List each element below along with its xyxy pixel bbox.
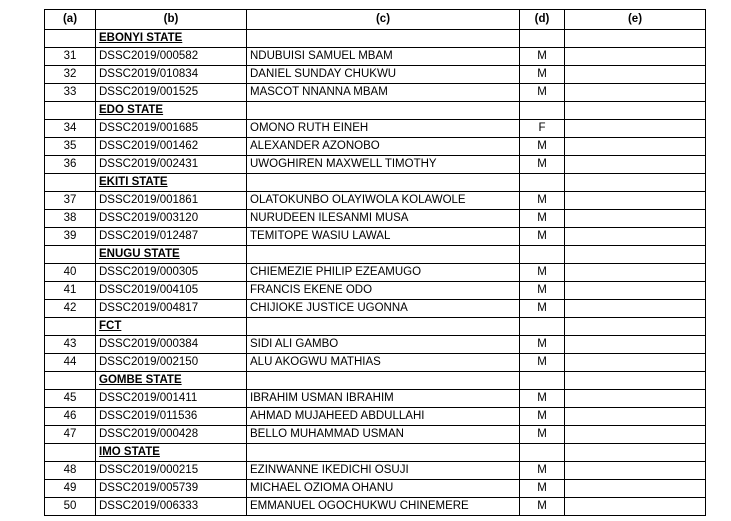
registration-number-cell: DSSC2019/000582 — [96, 48, 247, 66]
state-name-cell — [96, 318, 247, 336]
registration-number-cell: DSSC2019/000305 — [96, 264, 247, 282]
table-row — [45, 282, 706, 300]
registration-number-cell: DSSC2019/002431 — [96, 156, 247, 174]
sex-cell — [520, 30, 565, 48]
name-cell: TEMITOPE WASIU LAWAL — [247, 228, 520, 246]
table-row — [45, 84, 706, 102]
serial-cell — [45, 444, 96, 462]
remarks-cell — [565, 462, 706, 480]
state-name-cell — [96, 444, 247, 462]
serial-cell: 42 — [45, 300, 96, 318]
registration-number-cell: DSSC2019/001525 — [96, 84, 247, 102]
sex-cell: M — [520, 336, 565, 354]
table-row — [45, 66, 706, 84]
table-row — [45, 336, 706, 354]
remarks-cell — [565, 300, 706, 318]
table-row — [45, 48, 706, 66]
name-cell: FRANCIS EKENE ODO — [247, 282, 520, 300]
state-group-row — [45, 444, 706, 462]
serial-cell: 32 — [45, 66, 96, 84]
sex-cell: M — [520, 138, 565, 156]
remarks-cell — [565, 336, 706, 354]
name-cell: SIDI ALI GAMBO — [247, 336, 520, 354]
registration-number-cell: DSSC2019/011536 — [96, 408, 247, 426]
table-body — [45, 30, 706, 516]
table-row — [45, 408, 706, 426]
state-name: IMO STATE — [99, 446, 160, 458]
serial-cell: 40 — [45, 264, 96, 282]
remarks-cell — [565, 138, 706, 156]
serial-cell: 34 — [45, 120, 96, 138]
name-cell: NURUDEEN ILESANMI MUSA — [247, 210, 520, 228]
registration-number-cell: DSSC2019/001685 — [96, 120, 247, 138]
serial-cell — [45, 174, 96, 192]
serial-cell: 39 — [45, 228, 96, 246]
remarks-cell — [565, 282, 706, 300]
sex-cell — [520, 444, 565, 462]
name-cell: NDUBUISI SAMUEL MBAM — [247, 48, 520, 66]
column-header-e: (e) — [565, 10, 706, 30]
serial-cell: 47 — [45, 426, 96, 444]
sex-cell: M — [520, 462, 565, 480]
serial-cell: 43 — [45, 336, 96, 354]
sex-cell: M — [520, 228, 565, 246]
sex-cell: M — [520, 48, 565, 66]
sex-cell: M — [520, 300, 565, 318]
sex-cell: F — [520, 120, 565, 138]
remarks-cell — [565, 102, 706, 120]
column-header-d: (d) — [520, 10, 565, 30]
name-cell — [247, 372, 520, 390]
sex-cell: M — [520, 282, 565, 300]
remarks-cell — [565, 318, 706, 336]
state-name-cell — [96, 246, 247, 264]
sex-cell: M — [520, 66, 565, 84]
serial-cell: 45 — [45, 390, 96, 408]
registration-number-cell: DSSC2019/006333 — [96, 498, 247, 516]
name-cell — [247, 102, 520, 120]
serial-cell: 36 — [45, 156, 96, 174]
name-cell: AHMAD MUJAHEED ABDULLAHI — [247, 408, 520, 426]
remarks-cell — [565, 192, 706, 210]
name-cell — [247, 246, 520, 264]
table-row — [45, 228, 706, 246]
serial-cell: 46 — [45, 408, 96, 426]
serial-cell — [45, 318, 96, 336]
sex-cell: M — [520, 390, 565, 408]
sex-cell: M — [520, 480, 565, 498]
state-name: FCT — [99, 320, 122, 332]
name-cell: CHIJIOKE JUSTICE UGONNA — [247, 300, 520, 318]
remarks-cell — [565, 210, 706, 228]
name-cell: DANIEL SUNDAY CHUKWU — [247, 66, 520, 84]
serial-cell: 31 — [45, 48, 96, 66]
registration-number-cell: DSSC2019/012487 — [96, 228, 247, 246]
sex-cell — [520, 318, 565, 336]
column-header-row — [45, 10, 706, 30]
serial-cell: 37 — [45, 192, 96, 210]
state-name: EDO STATE — [99, 104, 164, 116]
table-row — [45, 264, 706, 282]
sex-cell: M — [520, 264, 565, 282]
name-cell: OMONO RUTH EINEH — [247, 120, 520, 138]
name-cell: EMMANUEL OGOCHUKWU CHINEMERE — [247, 498, 520, 516]
registration-number-cell: DSSC2019/001462 — [96, 138, 247, 156]
registration-number-cell: DSSC2019/003120 — [96, 210, 247, 228]
state-name-cell — [96, 102, 247, 120]
remarks-cell — [565, 228, 706, 246]
state-group-row — [45, 102, 706, 120]
registration-number-cell: DSSC2019/005739 — [96, 480, 247, 498]
name-cell: EZINWANNE IKEDICHI OSUJI — [247, 462, 520, 480]
remarks-cell — [565, 84, 706, 102]
table-row — [45, 120, 706, 138]
serial-cell: 38 — [45, 210, 96, 228]
state-name: EKITI STATE — [99, 176, 168, 188]
registration-number-cell: DSSC2019/010834 — [96, 66, 247, 84]
sex-cell: M — [520, 498, 565, 516]
remarks-cell — [565, 480, 706, 498]
serial-cell — [45, 30, 96, 48]
remarks-cell — [565, 264, 706, 282]
registration-number-cell: DSSC2019/002150 — [96, 354, 247, 372]
table-row — [45, 426, 706, 444]
registration-number-cell: DSSC2019/004105 — [96, 282, 247, 300]
table-row — [45, 210, 706, 228]
serial-cell: 33 — [45, 84, 96, 102]
sex-cell: M — [520, 408, 565, 426]
registration-number-cell: DSSC2019/000428 — [96, 426, 247, 444]
serial-cell: 41 — [45, 282, 96, 300]
candidate-list-table — [44, 9, 706, 516]
sex-cell — [520, 246, 565, 264]
remarks-cell — [565, 30, 706, 48]
table-row — [45, 138, 706, 156]
remarks-cell — [565, 66, 706, 84]
remarks-cell — [565, 246, 706, 264]
remarks-cell — [565, 444, 706, 462]
serial-cell: 49 — [45, 480, 96, 498]
state-name: GOMBE STATE — [99, 374, 182, 386]
name-cell — [247, 30, 520, 48]
registration-number-cell: DSSC2019/001411 — [96, 390, 247, 408]
registration-number-cell: DSSC2019/000215 — [96, 462, 247, 480]
registration-number-cell: DSSC2019/000384 — [96, 336, 247, 354]
column-header-a: (a) — [45, 10, 96, 30]
remarks-cell — [565, 372, 706, 390]
state-name: ENUGU STATE — [99, 248, 180, 260]
sex-cell: M — [520, 426, 565, 444]
registration-number-cell: DSSC2019/004817 — [96, 300, 247, 318]
remarks-cell — [565, 426, 706, 444]
remarks-cell — [565, 174, 706, 192]
name-cell: ALU AKOGWU MATHIAS — [247, 354, 520, 372]
state-name: EBONYI STATE — [99, 32, 183, 44]
name-cell — [247, 174, 520, 192]
state-name-cell — [96, 372, 247, 390]
table-row — [45, 498, 706, 516]
remarks-cell — [565, 498, 706, 516]
name-cell: BELLO MUHAMMAD USMAN — [247, 426, 520, 444]
table-row — [45, 462, 706, 480]
remarks-cell — [565, 156, 706, 174]
remarks-cell — [565, 408, 706, 426]
table-row — [45, 480, 706, 498]
sex-cell: M — [520, 192, 565, 210]
name-cell: UWOGHIREN MAXWELL TIMOTHY — [247, 156, 520, 174]
serial-cell — [45, 102, 96, 120]
serial-cell — [45, 246, 96, 264]
sex-cell: M — [520, 354, 565, 372]
name-cell: MASCOT NNANNA MBAM — [247, 84, 520, 102]
name-cell: ALEXANDER AZONOBO — [247, 138, 520, 156]
table-row — [45, 300, 706, 318]
remarks-cell — [565, 48, 706, 66]
state-name-cell — [96, 30, 247, 48]
table-row — [45, 390, 706, 408]
table-row — [45, 354, 706, 372]
sex-cell — [520, 174, 565, 192]
state-group-row — [45, 30, 706, 48]
sex-cell — [520, 372, 565, 390]
serial-cell: 48 — [45, 462, 96, 480]
sex-cell: M — [520, 156, 565, 174]
registration-number-cell: DSSC2019/001861 — [96, 192, 247, 210]
sex-cell — [520, 102, 565, 120]
name-cell — [247, 444, 520, 462]
sex-cell: M — [520, 210, 565, 228]
name-cell: OLATOKUNBO OLAYIWOLA KOLAWOLE — [247, 192, 520, 210]
serial-cell: 44 — [45, 354, 96, 372]
serial-cell: 50 — [45, 498, 96, 516]
state-name-cell — [96, 174, 247, 192]
sex-cell: M — [520, 84, 565, 102]
serial-cell: 35 — [45, 138, 96, 156]
remarks-cell — [565, 120, 706, 138]
state-group-row — [45, 246, 706, 264]
state-group-row — [45, 174, 706, 192]
name-cell — [247, 318, 520, 336]
column-header-c: (c) — [247, 10, 520, 30]
table-row — [45, 156, 706, 174]
remarks-cell — [565, 354, 706, 372]
name-cell: IBRAHIM USMAN IBRAHIM — [247, 390, 520, 408]
state-group-row — [45, 372, 706, 390]
name-cell: MICHAEL OZIOMA OHANU — [247, 480, 520, 498]
column-header-b: (b) — [96, 10, 247, 30]
table-row — [45, 192, 706, 210]
serial-cell — [45, 372, 96, 390]
remarks-cell — [565, 390, 706, 408]
name-cell: CHIEMEZIE PHILIP EZEAMUGO — [247, 264, 520, 282]
state-group-row — [45, 318, 706, 336]
